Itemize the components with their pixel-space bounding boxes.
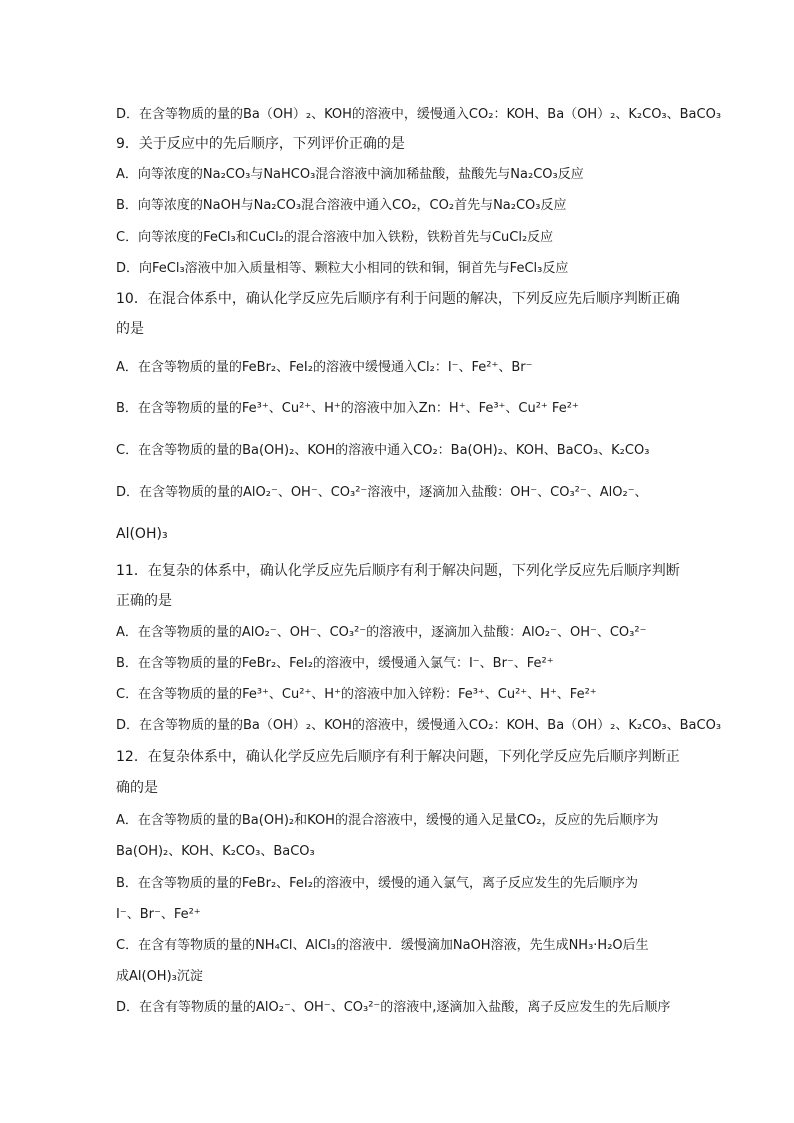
q10-stem-line2: 的是 [116,321,144,337]
q10-stem-line1: 10．在混合体系中，确认化学反应先后顺序有利于问题的解决，下列反应先后顺序判断正确 [116,291,680,307]
q9-option-c: C．向等浓度的FeCl₃和CuCl₂的混合溶液中加入铁粉，铁粉首先与CuCl₂反应 [116,230,554,245]
q11-stem-line2: 正确的是 [116,593,172,609]
q12-option-d-line1: D．在含有等物质的量的AlO₂⁻、OH⁻、CO₃²⁻的溶液中,逐滴加入盐酸，离子反应发生的先后顺序 [116,1000,671,1015]
q9-stem: 9．关于反应中的先后顺序，下列评价正确的是 [116,136,405,152]
q11-option-c: C．在含等物质的量的Fe³⁺、Cu²⁺、H⁺的溶液中加入锌粉：Fe³⁺、Cu²⁺、H⁺、Fe²⁺ [116,687,597,702]
q10-option-d-line1: D．在含等物质的量的AlO₂⁻、OH⁻、CO₃²⁻溶液中，逐滴加入盐酸：OH⁻、CO₃²⁻、AlO₂⁻、 [116,485,648,500]
q12-stem-line1: 12．在复杂体系中，确认化学反应先后顺序有利于解决问题，下列化学反应先后顺序判断正 [116,749,680,765]
q11-option-b: B．在含等物质的量的FeBr₂、FeI₂的溶液中，缓慢通入氯气：I⁻、Br⁻、Fe²⁺ [116,656,554,671]
q12-option-a-line2: Ba(OH)₂、KOH、K₂CO₃、BaCO₃ [116,844,315,859]
q9-option-d: D．向FeCl₃溶液中加入质量相等、颗粒大小相同的铁和铜，铜首先与FeCl₃反应 [116,261,569,276]
q12-stem-line2: 确的是 [116,780,158,796]
q8-option-d: D．在含等物质的量的Ba（OH）₂、KOH的溶液中，缓慢通入CO₂：KOH、Ba（OH）₂、K₂CO₃、BaCO₃ [116,107,722,122]
q11-option-a: A．在含等物质的量的AlO₂⁻、OH⁻、CO₃²⁻的溶液中，逐滴加入盐酸：AlO₂⁻、OH⁻、CO₃²⁻ [116,625,647,640]
q10-option-a: A．在含等物质的量的FeBr₂、FeI₂的溶液中缓慢通入Cl₂：I⁻、Fe²⁺、Br⁻ [116,360,533,375]
q11-option-d: D．在含等物质的量的Ba（OH）₂、KOH的溶液中，缓慢通入CO₂：KOH、Ba（OH）₂、K₂CO₃、BaCO₃ [116,718,722,733]
q9-option-b: B．向等浓度的NaOH与Na₂CO₃混合溶液中通入CO₂，CO₂首先与Na₂CO₃反应 [116,198,567,213]
q10-option-d-line2: Al(OH)₃ [116,526,168,542]
q9-option-a: A．向等浓度的Na₂CO₃与NaHCO₃混合溶液中滴加稀盐酸，盐酸先与Na₂CO₃反应 [116,167,584,182]
q10-option-b: B．在含等物质的量的Fe³⁺、Cu²⁺、H⁺的溶液中加入Zn：H⁺、Fe³⁺、Cu²⁺ Fe²⁺ [116,401,579,416]
q12-option-c-line2: 成Al(OH)₃沉淀 [116,969,203,984]
q11-stem-line1: 11．在复杂的体系中，确认化学反应先后顺序有利于解决问题，下列化学反应先后顺序判断 [116,563,680,579]
q10-option-c: C．在含等物质的量的Ba(OH)₂、KOH的溶液中通入CO₂：Ba(OH)₂、KOH、BaCO₃、K₂CO₃ [116,443,650,458]
q12-option-a-line1: A．在含等物质的量的Ba(OH)₂和KOH的混合溶液中，缓慢的通入足量CO₂，反应的先后顺序为 [116,813,659,828]
q12-option-b-line2: I⁻、Br⁻、Fe²⁺ [116,907,201,922]
q12-option-b-line1: B．在含等物质的量的FeBr₂、FeI₂的溶液中，缓慢的通入氯气，离子反应发生的先后顺序为 [116,876,638,891]
q12-option-c-line1: C．在含有等物质的量的NH₄Cl、AlCl₃的溶液中．缓慢滴加NaOH溶液，先生成NH₃·H₂O后生 [116,938,649,953]
